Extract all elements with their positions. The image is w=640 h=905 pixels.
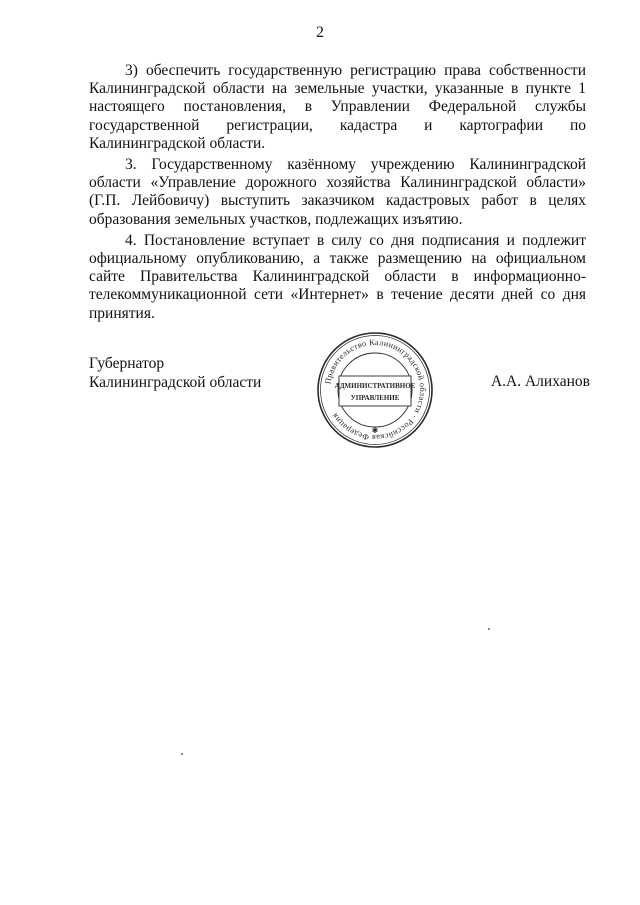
official-seal — [315, 330, 435, 450]
signer-title-line-1: Губернатор — [89, 355, 165, 372]
seal-center-line-1: АДМИНИСТРАТИВНОЕ — [334, 382, 416, 390]
page-number: 2 — [316, 24, 324, 41]
signer-name: А.А. Алиханов — [490, 373, 590, 390]
signer-title — [89, 355, 261, 392]
scan-speck — [181, 753, 183, 755]
paragraph-section-3: 3. Государственному казённому учреждению Калининградской области «Управление дорожного хозяйства Калининградской области» (Г.П. Лейбовичу) выступить заказчиком кадастровых работ в целях образования земельных участков, подлежащих изъятию. — [89, 156, 586, 228]
paragraph-item-3: 3) обеспечить государственную регистрацию права собственности Калининградской области на земельные участки, указанные в пункте 1 настоящего постановления, в Управлении Федеральной службы государственной регистрации, кадастра и картографии по Калининградской области. — [89, 62, 586, 152]
document-body — [89, 62, 586, 326]
paragraph-section-4: 4. Постановление вступает в силу со дня подписания и подлежит официальному опубликованию, а также размещению на официальном сайте Правительства Калининградской области в информационно-телекоммуникационной сети «Интернет» в течение десяти дней со дня принятия. — [89, 231, 586, 322]
seal-center-line-2: УПРАВЛЕНИЕ — [350, 394, 400, 402]
signature-block — [89, 337, 590, 475]
seal-outer-text: Правительство Калининградской области · Российская Федерация — [323, 337, 428, 443]
signer-title-line-2: Калининградской области — [89, 373, 262, 391]
scan-speck — [488, 628, 490, 630]
seal-star-icon: ✱ — [371, 426, 379, 435]
